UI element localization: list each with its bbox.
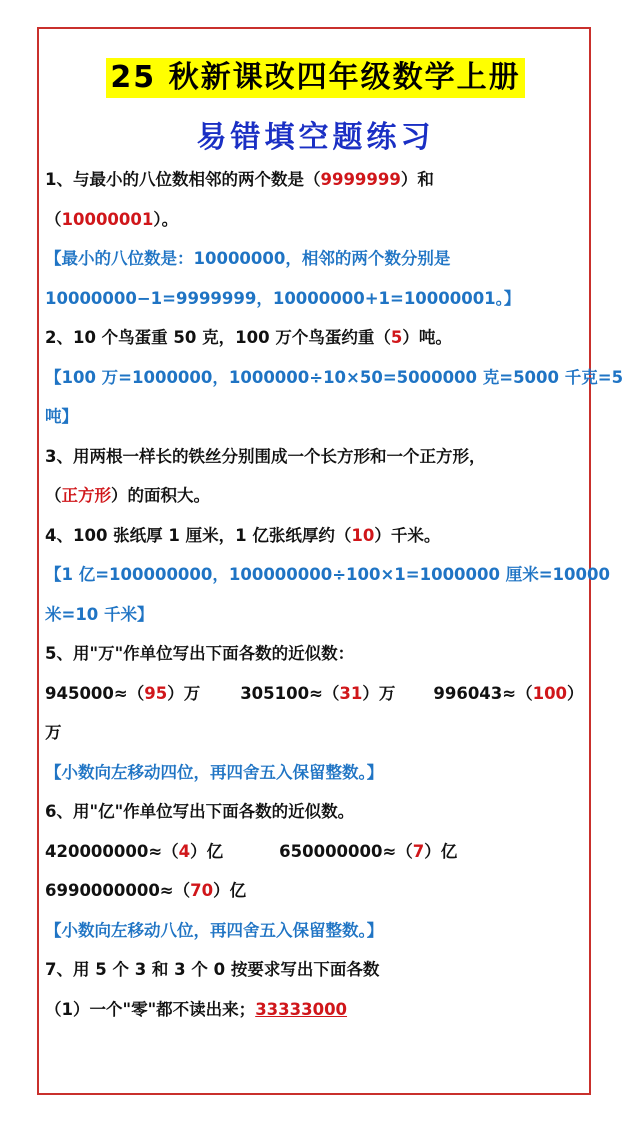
q1-answer-2: 10000001: [61, 209, 154, 229]
q1-text: 1、与最小的八位数相邻的两个数是（: [45, 170, 321, 189]
q1-text-mid: ）和: [400, 170, 434, 189]
q6c-text: 6990000000≈（: [45, 881, 191, 900]
q1-answer-1: 9999999: [320, 170, 401, 189]
q6-items-1: [45, 832, 590, 872]
q4-text: 4、100 张纸厚 1 厘米，1 亿张纸厚约（: [45, 525, 352, 545]
q5b-answer: 31: [339, 683, 363, 703]
q4-note-line2: 米=10 千米】: [45, 604, 154, 624]
q6-line1: 6、用"亿"作单位写出下面各数的近似数。: [45, 802, 355, 821]
q6-note: 【小数向左移动八位，再四舍五入保留整数。】: [45, 920, 384, 940]
page-subtitle: 易错填空题练习: [196, 120, 435, 155]
q5a-unit: ）万: [167, 683, 201, 703]
q7-sub1-answer: 33333000: [255, 999, 348, 1019]
q2-text-end: ）吨。: [402, 328, 452, 347]
q1-text-end: ）。: [153, 209, 179, 229]
q5c-text: 996043≈（: [433, 683, 533, 703]
q2-note-line2: 吨】: [45, 407, 78, 426]
q5-items: [45, 674, 590, 714]
q4-answer: 10: [351, 525, 375, 545]
q2-answer: 5: [390, 328, 403, 347]
q3-answer: 正方形: [61, 486, 111, 505]
q5a-answer: 95: [144, 683, 168, 703]
q6c-answer: 70: [190, 881, 214, 900]
q4-note-line1: 【1 亿=100000000，100000000÷100×1=1000000 厘米=10000: [45, 565, 610, 584]
q3-line1: 3、用两根一样长的铁丝分别围成一个长方形和一个正方形，: [45, 446, 486, 466]
q6-items-2: [45, 871, 590, 911]
q3-open: （: [45, 486, 62, 505]
q5c-answer: 100: [532, 683, 568, 703]
q5-wrap: 万: [45, 723, 62, 742]
q3-line2: [45, 476, 590, 516]
q1-line2: [45, 200, 590, 240]
q5b-text: 305100≈（: [240, 683, 340, 703]
q6b-answer: 7: [412, 841, 425, 861]
q2-note-line1: 【100 万=1000000，1000000÷10×50=5000000 克=5000 千克=5: [45, 367, 624, 387]
q1-note-line1: 【最小的八位数是：10000000，相邻的两个数分别是: [45, 249, 451, 268]
question-list: [45, 160, 624, 1029]
q6a-unit: ）亿: [190, 841, 224, 861]
q6b-text: 650000000≈（: [279, 841, 413, 861]
q4-text-end: ）千米。: [374, 525, 441, 545]
q6b-unit: ）亿: [424, 841, 458, 861]
q6a-answer: 4: [178, 841, 191, 861]
q5b-unit: ）万: [362, 683, 396, 703]
q4-line: [45, 516, 590, 556]
q3-text-end: ）的面积大。: [111, 486, 210, 505]
q2-text: 2、10 个鸟蛋重 50 克，100 万个鸟蛋约重（: [45, 328, 391, 347]
q7-sub1: [45, 990, 590, 1030]
q7-sub1-text: （1）一个"零"都不读出来；: [45, 999, 256, 1019]
q6a-text: 420000000≈（: [45, 841, 179, 861]
q5-note: 【小数向左移动四位，再四舍五入保留整数。】: [45, 762, 384, 782]
q2-line: [45, 318, 590, 358]
q5c-close: ）: [567, 683, 584, 703]
q1-open: （: [45, 209, 62, 229]
q5a-text: 945000≈（: [45, 683, 145, 703]
q7-line1: 7、用 5 个 3 和 3 个 0 按要求写出下面各数: [45, 960, 380, 979]
q1-line1: [45, 160, 590, 200]
q1-note-line2: 10000000−1=9999999，10000000+1=10000001。】: [45, 288, 521, 308]
page-title: 25 秋新课改四年级数学上册: [106, 58, 524, 98]
title-container: [0, 58, 631, 98]
q5-line1: 5、用"万"作单位写出下面各数的近似数：: [45, 644, 355, 663]
q6c-unit: ）亿: [213, 881, 247, 900]
